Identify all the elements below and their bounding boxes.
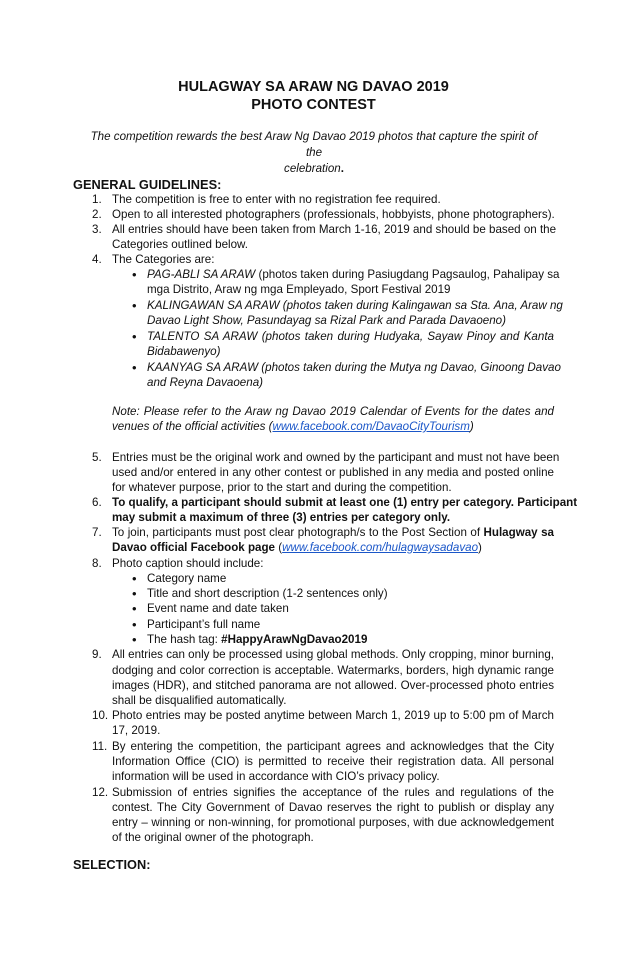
item-number: 10. [92,709,109,722]
item-text: All entries can only be processed using global methods. Only cropping, minor burning, [112,648,554,661]
category-line [147,267,560,283]
caption-item: Category name [147,572,227,585]
item-number: 2. [92,208,102,221]
hashtag: #HappyArawNgDavao2019 [221,633,368,646]
item-text: dodging and color correction is acceptable. Watermarks, borders, high dynamic range [112,664,554,677]
category-line: and Reyna Davaoena) [147,376,264,389]
item-number: 5. [92,451,102,464]
bullet-icon: • [132,267,137,282]
intro-paragraph [88,129,540,177]
item-number: 12. [92,786,109,799]
bullet-icon: • [132,586,137,601]
bullet-icon: • [132,298,137,313]
intro-text-1: The competition rewards the best Araw Ng Davao 2019 photos that capture the spirit of the [90,130,538,159]
item-text: for whatever purpose, prior to the start and during the competition. [112,481,452,494]
document-subtitle: PHOTO CONTEST [251,97,376,113]
intro-text-2: celebration [284,162,341,175]
item-number: 9. [92,648,102,661]
item-text: information will be used in accordance with CIO’s privacy policy. [112,770,440,783]
selection-heading: SELECTION: [73,857,151,872]
category-name: PAG-ABLI SA ARAW [147,268,256,281]
item-number: 1. [92,193,102,206]
category-line: TALENTO SA ARAW (photos taken during Hudyaka, Sayaw Pinoy and Kanta [147,330,554,343]
item-text: Photo entries may be posted anytime between March 1, 2019 up to 5:00 pm of March [112,709,554,722]
bullet-icon: • [132,360,137,375]
page-name: Davao official Facebook page [112,541,276,554]
category-line: KAANYAG SA ARAW (photos taken during the Mutya ng Davao, Ginoong Davao [147,361,561,374]
document-title: HULAGWAY SA ARAW NG DAVAO 2019 [178,79,449,95]
item-text: may submit a maximum of three (3) entries per category only. [112,511,451,524]
bullet-icon: • [132,329,137,344]
item-text: shall be disqualified automatically. [112,694,287,707]
item-text: By entering the competition, the participant agrees and acknowledges that the City [112,740,554,753]
hashtag-label: The hash tag: [147,633,222,646]
item-text: of the original owner of the photograph. [112,831,314,844]
category-line: Davao Light Show, Pasundayag sa Rizal Park and Parada Davaoeno) [147,314,506,327]
item-number: 7. [92,526,102,539]
item-number: 4. [92,253,102,266]
page-name: Hulagway sa [483,526,554,539]
item-text: Categories outlined below. [112,238,248,251]
general-guidelines-heading: GENERAL GUIDELINES: [73,177,222,192]
note-text-pre: venues of the official activities ( [112,420,273,433]
caption-item [147,632,367,648]
note-text: Note: Please refer to the Araw ng Davao 2019 Calendar of Events for the dates and [112,405,554,418]
item-text: All entries should have been taken from March 1-16, 2019 and should be based on the [112,223,557,236]
item-text: The Categories are: [112,253,215,266]
category-line: KALINGAWAN SA ARAW (photos taken during Kalingawan sa Sta. Ana, Araw ng [147,299,563,312]
item-text: images (HDR), and stitched panorama are not allowed. Over-processed photo entries [112,679,554,692]
item-text-pre: To join, participants must post clear photograph/s to the Post Section of [112,526,484,539]
caption-item: Participant’s full name [147,618,261,631]
item-number: 3. [92,223,102,236]
note-text-end: ) [469,420,474,433]
item-text: Photo caption should include: [112,557,264,570]
item-text: 17, 2019. [112,724,161,737]
item-text-mid: ( [275,541,283,554]
intro-period: . [340,162,344,175]
bullet-icon: • [132,632,137,647]
category-line: mga Distrito, Araw ng mga Empleyado, Sport Festival 2019 [147,283,451,296]
item-text: Information Office (CIO) is permitted to receive their registration data. All personal [112,755,554,768]
caption-item: Title and short description (1-2 sentences only) [147,587,388,600]
note-text [112,419,474,435]
item-text: Submission of entries signifies the acceptance of the rules and regulations of the [112,786,554,799]
item-text: To qualify, a participant should submit at least one (1) entry per category. Participant [112,496,578,509]
item-text: entry – winning or non-winning, for promotional purposes, with due acknowledgement [112,816,554,829]
item-text: contest. The City Government of Davao reserves the right to publish or display any [112,801,554,814]
bullet-icon: • [132,571,137,586]
hulagway-link[interactable]: www.facebook.com/hulagwaysadavao [282,541,479,554]
category-desc: (photos taken during Pasiugdang Pagsaulog, Pahalipay sa [255,268,560,281]
category-line: Bidabawenyo) [147,345,221,358]
item-text [112,525,554,541]
item-text: used and/or entered in any other contest or published in any media and posted online [112,466,554,479]
item-text: The competition is free to enter with no registration fee required. [112,193,441,206]
caption-item: Event name and date taken [147,602,289,615]
item-number: 6. [92,496,102,509]
item-text-end: ) [478,541,482,554]
bullet-icon: • [132,601,137,616]
item-text [112,540,482,556]
item-text: Open to all interested photographers (professionals, hobbyists, phone photographers). [112,208,555,221]
bullet-icon: • [132,617,137,632]
item-number: 11. [92,740,108,753]
item-text: Entries must be the original work and owned by the participant and must not have been [112,451,560,464]
item-number: 8. [92,557,102,570]
tourism-link[interactable]: www.facebook.com/DavaoCityTourism [272,420,470,433]
